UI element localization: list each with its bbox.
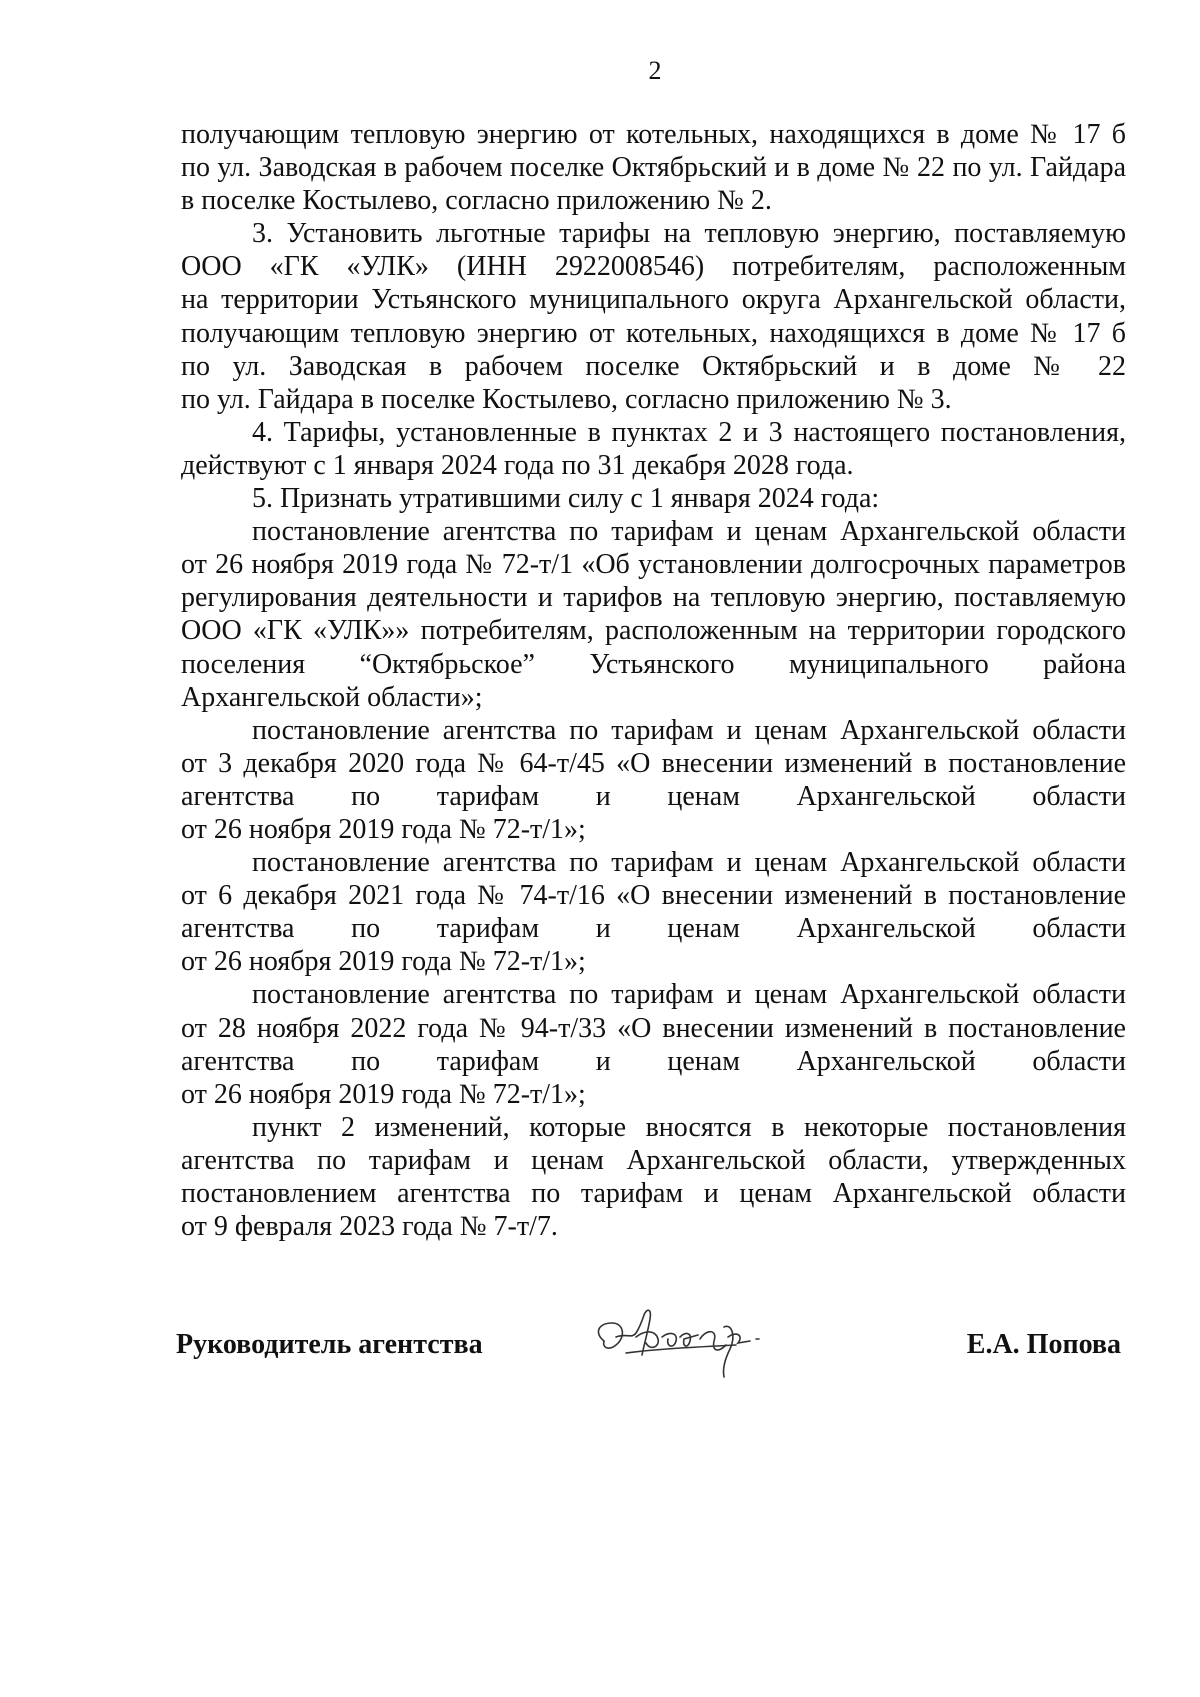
text-line: в поселке Костылево, согласно приложению № 2. (181, 185, 772, 217)
text-line: 5. Признать утратившими силу с 1 января 2024 года: (252, 483, 880, 515)
text-line: агентства по тарифам и ценам Архангельской области, утвержденных (181, 1144, 1126, 1176)
signatory-name: Е.А. Попова (966, 1329, 1121, 1360)
text-line: по ул. Гайдара в поселке Костылево, согласно приложению № 3. (181, 383, 952, 415)
document-body (181, 118, 1126, 1243)
handwritten-signature (586, 1293, 786, 1388)
text-line: от 26 ноября 2019 года № 72-т/1 «Об установлении долгосрочных параметров (181, 549, 1126, 581)
text-line: от 26 ноября 2019 года № 72-т/1»; (181, 813, 586, 845)
text-line: получающим тепловую энергию от котельных, находящихся в доме № 17 б (181, 317, 1126, 349)
text-line: постановление агентства по тарифам и ценам Архангельской области (252, 847, 1126, 879)
text-line: от 3 декабря 2020 года № 64-т/45 «О внесении изменений в постановление (181, 747, 1126, 779)
text-line: от 26 ноября 2019 года № 72-т/1»; (181, 946, 586, 978)
text-line: от 28 ноября 2022 года № 94-т/33 «О внесении изменений в постановление (181, 1012, 1126, 1044)
text-line: 3. Установить льготные тарифы на тепловую энергию, поставляемую (252, 218, 1126, 250)
text-line: от 26 ноября 2019 года № 72-т/1»; (181, 1078, 586, 1110)
text-line: постановление агентства по тарифам и ценам Архангельской области (252, 979, 1126, 1011)
text-line: агентства по тарифам и ценам Архангельской области (181, 1045, 1126, 1077)
text-line: постановлением агентства по тарифам и ценам Архангельской области (181, 1178, 1126, 1209)
text-line: постановление агентства по тарифам и ценам Архангельской области (252, 516, 1126, 548)
text-line: получающим тепловую энергию от котельных, находящихся в доме № 17 б (181, 119, 1126, 150)
text-line: от 6 декабря 2021 года № 74-т/16 «О внесении изменений в постановление (181, 880, 1126, 912)
signatory-position: Руководитель агентства (176, 1329, 483, 1360)
text-line: на территории Устьянского муниципального округа Архангельской области, (181, 284, 1126, 316)
text-line: ООО «ГК «УЛК» (ИНН 2922008546) потребителям, расположенным (181, 251, 1126, 283)
text-line: Архангельской области»; (181, 681, 483, 713)
text-line: поселения “Октябрьское” Устьянского муниципального района (181, 648, 1126, 680)
text-line: пункт 2 изменений, которые вносятся в некоторые постановления (252, 1111, 1126, 1143)
text-line: ООО «ГК «УЛК»» потребителям, расположенным на территории городского (181, 615, 1126, 647)
text-line: действуют с 1 января 2024 года по 31 декабря 2028 года. (181, 449, 854, 481)
text-line: агентства по тарифам и ценам Архангельской области (181, 780, 1126, 812)
text-line: от 9 февраля 2023 года № 7-т/7. (181, 1211, 558, 1243)
text-line: по ул. Заводская в рабочем поселке Октябрьский и в доме № 22 по ул. Гайдара (181, 152, 1126, 184)
signature-block (176, 1293, 1121, 1403)
text-line: агентства по тарифам и ценам Архангельской области (181, 913, 1126, 945)
text-line: регулирования деятельности и тарифов на тепловую энергию, поставляемую (181, 582, 1126, 614)
page-number: 2 (648, 56, 662, 85)
text-line: 4. Тарифы, установленные в пунктах 2 и 3 настоящего постановления, (252, 416, 1126, 448)
text-line: по ул. Заводская в рабочем поселке Октябрьский и в доме № 22 (181, 350, 1126, 382)
text-line: постановление агентства по тарифам и ценам Архангельской области (252, 714, 1126, 746)
